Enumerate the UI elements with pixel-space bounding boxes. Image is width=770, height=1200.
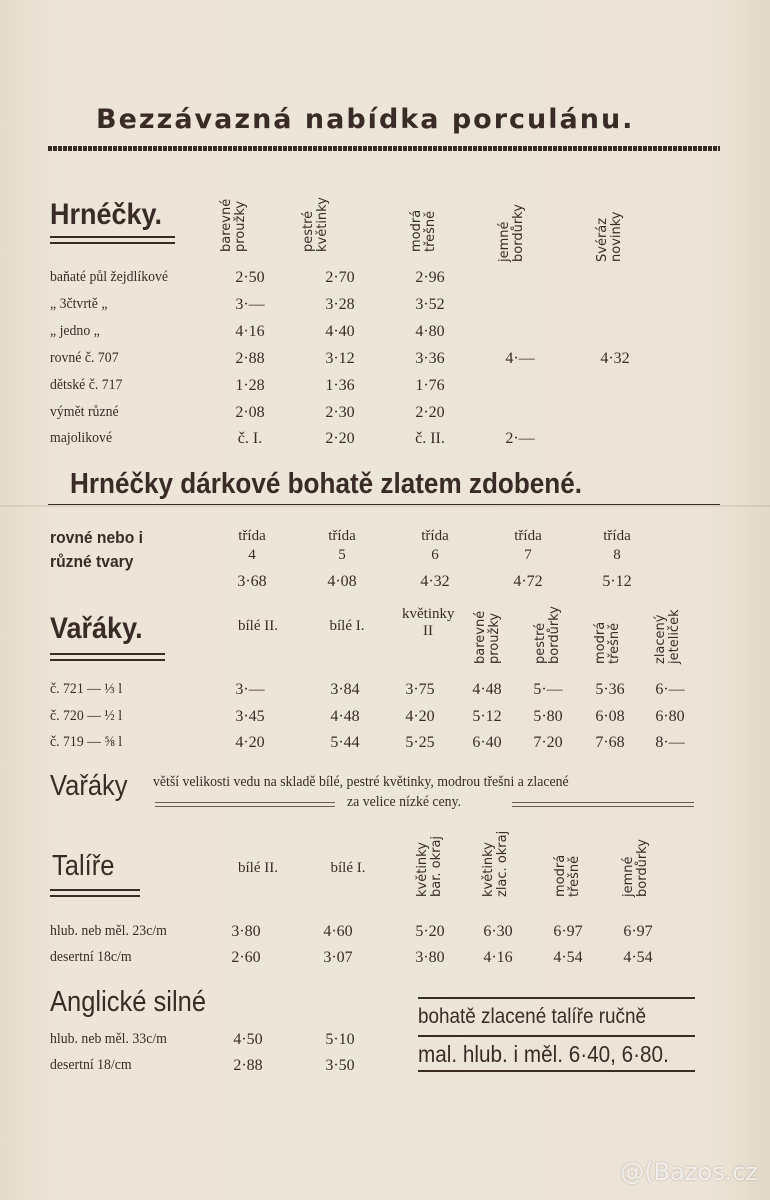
box-rule-top — [418, 997, 695, 999]
price-cell: 2·— — [505, 430, 535, 447]
underline — [50, 889, 140, 891]
price-cell: č. I. — [237, 430, 263, 447]
price-cell: 3·52 — [415, 296, 445, 313]
price-cell: 4·40 — [325, 323, 355, 340]
column-header: jemné bordůrky — [497, 204, 526, 262]
price-cell: 4·20 — [235, 734, 265, 751]
price-cell: 3·75 — [405, 681, 435, 698]
box-line-1: bohatě zlacené talíře ručně — [418, 1005, 647, 1028]
price-cell: 4·32 — [600, 350, 630, 367]
price-cell: 5·12 — [472, 708, 502, 725]
class-number: 8 — [613, 547, 621, 563]
price-cell: 5·44 — [330, 734, 360, 751]
page-title: Bezzávazná nabídka porculánu. — [96, 104, 635, 135]
price-cell: 7·20 — [533, 734, 563, 751]
price-cell: 2·70 — [325, 269, 355, 286]
column-header: modrá třešně — [593, 621, 622, 664]
price-cell: 5·— — [533, 681, 563, 698]
column-header: bílé II. — [238, 860, 278, 876]
price-cell: 2·20 — [415, 404, 445, 421]
price-cell: 6·40 — [472, 734, 502, 751]
price-cell: 6·97 — [553, 923, 583, 940]
price-cell: 5·80 — [533, 708, 563, 725]
darkove-label-2: různé tvary — [50, 552, 134, 571]
price-cell: 4·54 — [623, 949, 653, 966]
price-cell: 4·20 — [405, 708, 435, 725]
class-number: 4 — [248, 547, 256, 563]
price-cell: 4·32 — [420, 573, 450, 590]
row-label: dětské č. 717 — [50, 377, 123, 393]
box-rule-middle — [418, 1035, 695, 1037]
row-label: majolikové — [50, 430, 113, 446]
column-header: barevné proužky — [473, 610, 502, 664]
price-cell: 4·48 — [330, 708, 360, 725]
section-heading-varaky: Vařáky. — [50, 612, 143, 645]
row-label: „ 3čtvrtě „ — [50, 296, 108, 312]
row-label: desertní 18c/m — [50, 949, 132, 965]
price-cell: 6·30 — [483, 923, 513, 940]
price-cell: 2·96 — [415, 269, 445, 286]
price-cell: 1·36 — [325, 377, 355, 394]
price-cell: 3·— — [235, 296, 265, 313]
price-cell: 2·20 — [325, 430, 355, 447]
price-cell: 2·60 — [231, 949, 261, 966]
class-label: třída — [421, 528, 449, 544]
price-cell: 4·50 — [233, 1031, 263, 1048]
divider — [48, 504, 720, 505]
price-cell: 7·68 — [595, 734, 625, 751]
price-cell: 5·36 — [595, 681, 625, 698]
column-header: modrá třešně — [409, 209, 438, 252]
row-label: č. 720 — ½ l — [50, 708, 123, 724]
price-cell: 6·80 — [655, 708, 685, 725]
price-cell: 3·84 — [330, 681, 360, 698]
column-header: barevné proužky — [219, 198, 248, 252]
underline — [50, 242, 175, 244]
price-cell: 3·12 — [325, 350, 355, 367]
column-header: modrá třešně — [553, 854, 582, 897]
row-label: hlub. neb měl. 33c/m — [50, 1031, 167, 1047]
price-cell: č. II. — [415, 430, 445, 447]
rule — [155, 806, 335, 807]
price-cell: 4·60 — [323, 923, 353, 940]
price-cell: 2·08 — [235, 404, 265, 421]
price-cell: 3·45 — [235, 708, 265, 725]
class-label: třída — [514, 528, 542, 544]
price-cell: 1·28 — [235, 377, 265, 394]
price-cell: 3·07 — [323, 949, 353, 966]
column-header: květinky zlac. okraj — [481, 830, 510, 897]
rule — [512, 806, 694, 807]
rule — [512, 802, 694, 803]
class-label: třída — [603, 528, 631, 544]
price-cell: 5·12 — [602, 573, 632, 590]
price-cell: 4·72 — [513, 573, 543, 590]
class-label: třída — [328, 528, 356, 544]
section-heading-talire: Talíře — [52, 850, 115, 882]
column-header: zlacený jeteliček — [653, 609, 682, 664]
row-label: č. 721 — ⅓ l — [50, 681, 123, 697]
price-cell: 2·88 — [235, 350, 265, 367]
column-header: Svéráz novinky — [595, 211, 624, 262]
price-cell: 3·28 — [325, 296, 355, 313]
underline — [50, 236, 175, 238]
price-cell: 8·— — [655, 734, 685, 751]
price-cell: 4·48 — [472, 681, 502, 698]
row-label: „ jedno „ — [50, 323, 100, 339]
darkove-label-1: rovné nebo i — [50, 528, 143, 547]
section-heading-darkove: Hrnéčky dárkové bohatě zlatem zdobené. — [70, 468, 583, 500]
column-header: květinky bar. okraj — [415, 835, 444, 897]
rule — [155, 802, 335, 803]
varaky-note-heading: Vařáky — [50, 770, 128, 802]
section-heading-hrnecky: Hrnéčky. — [50, 198, 163, 231]
price-cell: 6·— — [655, 681, 685, 698]
price-cell: 3·50 — [325, 1057, 355, 1074]
price-cell: 3·80 — [415, 949, 445, 966]
price-cell: 4·16 — [235, 323, 265, 340]
title-divider — [48, 146, 720, 151]
price-cell: 4·54 — [553, 949, 583, 966]
paper-fold — [0, 505, 770, 507]
underline — [50, 895, 140, 897]
column-header: jemné bordůrky — [621, 839, 650, 897]
price-cell: 4·80 — [415, 323, 445, 340]
price-cell: 3·— — [235, 681, 265, 698]
price-cell: 2·30 — [325, 404, 355, 421]
price-cell: 4·— — [505, 350, 535, 367]
class-number: 5 — [338, 547, 346, 563]
price-cell: 5·10 — [325, 1031, 355, 1048]
class-label: třída — [238, 528, 266, 544]
price-cell: 6·97 — [623, 923, 653, 940]
price-cell: 3·80 — [231, 923, 261, 940]
row-label: desertní 18/cm — [50, 1057, 132, 1073]
class-number: 6 — [431, 547, 439, 563]
price-cell: 1·76 — [415, 377, 445, 394]
price-cell: 5·25 — [405, 734, 435, 751]
column-header: bílé I. — [330, 860, 366, 876]
column-header: květinky II — [402, 606, 455, 639]
price-cell: 4·08 — [327, 573, 357, 590]
column-header: pestré bordůrky — [533, 606, 562, 664]
row-label: hlub. neb měl. 23c/m — [50, 923, 167, 939]
underline — [50, 659, 165, 661]
column-header: pestré květinky — [301, 197, 330, 252]
price-cell: 3·36 — [415, 350, 445, 367]
row-label: baňaté půl žejdlíkové — [50, 269, 169, 285]
row-label: č. 719 — ⅝ l — [50, 734, 123, 750]
row-label: rovné č. 707 — [50, 350, 119, 366]
varaky-note-line2: za velice nízké ceny. — [347, 794, 462, 810]
price-cell: 4·16 — [483, 949, 513, 966]
varaky-note-line1: větší velikosti vedu na skladě bílé, pestré květinky, modrou třešni a zlacené — [153, 774, 569, 790]
box-line-2: mal. hlub. i měl. 6·40, 6·80. — [418, 1041, 669, 1067]
price-cell: 2·88 — [233, 1057, 263, 1074]
price-cell: 3·68 — [237, 573, 267, 590]
watermark: @(Bazos.cz — [620, 1158, 758, 1186]
class-number: 7 — [524, 547, 532, 563]
price-cell: 6·08 — [595, 708, 625, 725]
underline — [50, 653, 165, 655]
section-heading-anglicke: Anglické silné — [50, 986, 207, 1018]
column-header: bílé II. — [238, 618, 278, 634]
price-cell: 5·20 — [415, 923, 445, 940]
column-header: bílé I. — [329, 618, 365, 634]
price-cell: 2·50 — [235, 269, 265, 286]
row-label: výmět různé — [50, 404, 119, 420]
box-rule-bottom — [418, 1070, 695, 1072]
